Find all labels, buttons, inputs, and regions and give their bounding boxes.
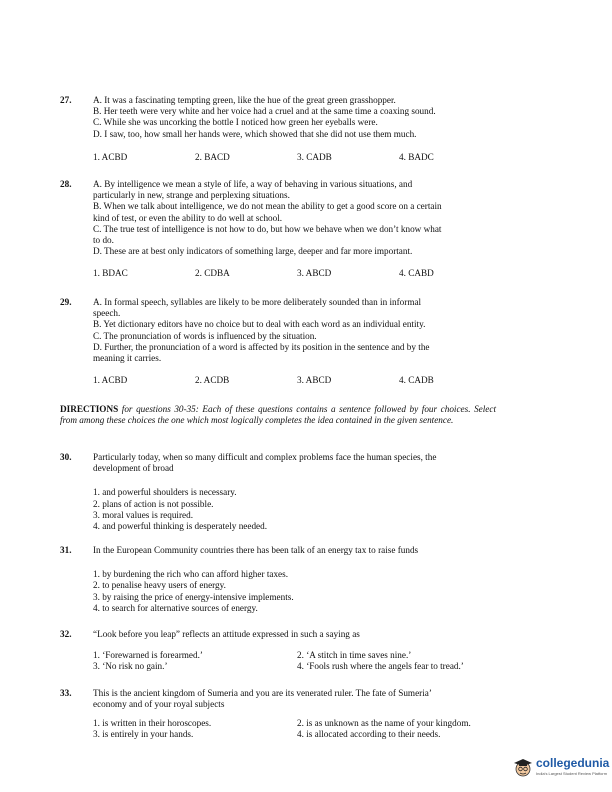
answer-option: 4. is allocated according to their needs.	[297, 729, 441, 740]
answer-option: 3. ABCD	[297, 375, 332, 386]
statement-line: C. The true test of intelligence is not how to do, but how we behave when we don’t know what	[93, 223, 442, 234]
directions-label: DIRECTIONS	[60, 404, 119, 414]
statement-line: D. Further, the pronunciation of a word is affected by its position in the sentence and by the	[93, 341, 430, 352]
answer-options	[93, 650, 496, 674]
answer-option: 3. moral values is required.	[93, 509, 194, 520]
statement-line: D. I saw, too, how small her hands were, which showed that she did not use them much.	[93, 128, 417, 139]
answer-option: 2. to penalise heavy users of energy.	[93, 580, 226, 591]
stem-line: Particularly today, when so many difficult and complex problems face the human species, the	[93, 452, 437, 462]
answer-option: 4. ‘Fools rush where the angels fear to tread.’	[297, 661, 464, 672]
answer-option: 1. ACBD	[93, 151, 128, 162]
question-number: 30.	[60, 452, 72, 462]
question-29	[60, 297, 496, 387]
answer-options	[93, 268, 496, 280]
statement-line: B. Yet dictionary editors have no choice but to deal with each word as an individual entity.	[93, 319, 426, 330]
answer-option: 2. ACDB	[195, 375, 230, 386]
question-number: 28.	[60, 179, 72, 189]
answer-option: 4. and powerful thinking is desperately needed.	[93, 521, 268, 532]
statement-line: B. Her teeth were very white and her voice had a cruel and at the same time a coaxing sound.	[93, 106, 436, 117]
question-number: 33.	[60, 688, 72, 698]
question-statements	[93, 95, 496, 140]
answer-option: 4. CADB	[399, 375, 434, 386]
answer-option: 3. ‘No risk no gain.’	[93, 661, 168, 672]
answer-option: 3. is entirely in your hands.	[93, 729, 194, 740]
statement-line: A. It was a fascinating tempting green, like the hue of the great green grasshopper.	[93, 95, 396, 105]
question-32	[60, 629, 496, 674]
graduate-mascot-icon	[512, 756, 534, 778]
statement-line: A. In formal speech, syllables are likely to be more deliberately sounded than in informal	[93, 297, 422, 307]
answer-option: 4. CABD	[399, 268, 434, 279]
answer-option: 4. BADC	[399, 151, 434, 162]
question-stem	[93, 688, 496, 710]
statement-line: D. These are at best only indicators of something large, deeper and far more important.	[93, 246, 413, 257]
statement-line: meaning it carries.	[93, 353, 162, 364]
answer-option: 1. BDAC	[93, 268, 128, 279]
collegedunia-logo	[512, 754, 610, 784]
answer-option: 1. ACBD	[93, 375, 128, 386]
question-number: 31.	[60, 545, 72, 555]
stem-line: economy and of your royal subjects	[93, 699, 225, 710]
answer-option: 2. is as unknown as the name of your kingdom.	[297, 718, 471, 729]
question-31	[60, 545, 496, 614]
statement-line: C. The pronunciation of words is influenced by the situation.	[93, 330, 317, 341]
question-27	[60, 95, 496, 164]
answer-option: 4. to search for alternative sources of energy.	[93, 602, 258, 613]
answer-option: 1. and powerful shoulders is necessary.	[93, 487, 237, 498]
answer-option: 3. CADB	[297, 151, 332, 162]
stem-line: This is the ancient kingdom of Sumeria and you are its venerated ruler. The fate of Sumeria’	[93, 688, 432, 698]
question-number: 29.	[60, 297, 72, 307]
answer-option: 2. plans of action is not possible.	[93, 498, 214, 509]
answer-option: 3. ABCD	[297, 268, 332, 279]
answer-option: 3. by raising the price of energy-intensive implements.	[93, 591, 294, 602]
answer-options	[93, 569, 496, 614]
question-stem	[93, 629, 496, 640]
logo-wordmark: collegedunia	[536, 756, 610, 770]
answer-option: 1. by burdening the rich who can afford higher taxes.	[93, 569, 289, 580]
question-stem	[93, 452, 496, 474]
answer-option: 2. ‘A stitch in time saves nine.’	[297, 650, 412, 661]
statement-line: kind of test, or even the ability to do well at school.	[93, 212, 283, 223]
answer-options	[93, 718, 496, 742]
answer-options	[93, 487, 496, 532]
stem-line: “Look before you leap” reflects an attitude expressed in such a saying as	[93, 629, 360, 639]
question-statements	[93, 297, 496, 364]
directions-text: for questions 30-35: Each of these questions contains a sentence followed by four choices. Select from among these choices the one which most logically completes the idea contained in the given sentence.	[60, 404, 496, 426]
question-number: 27.	[60, 95, 72, 105]
question-28	[60, 179, 496, 280]
answer-options	[93, 375, 496, 387]
statement-line: B. When we talk about intelligence, we do not mean the ability to get a good score on a certain	[93, 201, 442, 212]
answer-option: 1. is written in their horoscopes.	[93, 718, 212, 729]
question-stem	[93, 545, 496, 556]
question-number: 32.	[60, 629, 72, 639]
answer-option: 2. CDBA	[195, 268, 230, 279]
answer-options	[93, 152, 496, 164]
question-33	[60, 688, 496, 742]
statement-line: to do.	[93, 235, 114, 246]
answer-option: 2. BACD	[195, 151, 230, 162]
statement-line: C. While she was uncorking the bottle I noticed how green her eyeballs were.	[93, 117, 378, 128]
statement-line: particularly in new, strange and perplexing situations.	[93, 190, 290, 201]
stem-line: development of broad	[93, 463, 174, 474]
statement-line: A. By intelligence we mean a style of life, a way of behaving in various situations, and	[93, 179, 413, 189]
statement-line: speech.	[93, 308, 121, 319]
stem-line: In the European Community countries there has been talk of an energy tax to raise funds	[93, 545, 419, 555]
answer-option: 1. ‘Forewarned is forearmed.’	[93, 650, 203, 661]
logo-tagline: India's Largest Student Review Platform	[536, 771, 608, 776]
question-statements	[93, 179, 496, 257]
question-30	[60, 452, 496, 532]
directions-paragraph	[60, 404, 496, 426]
